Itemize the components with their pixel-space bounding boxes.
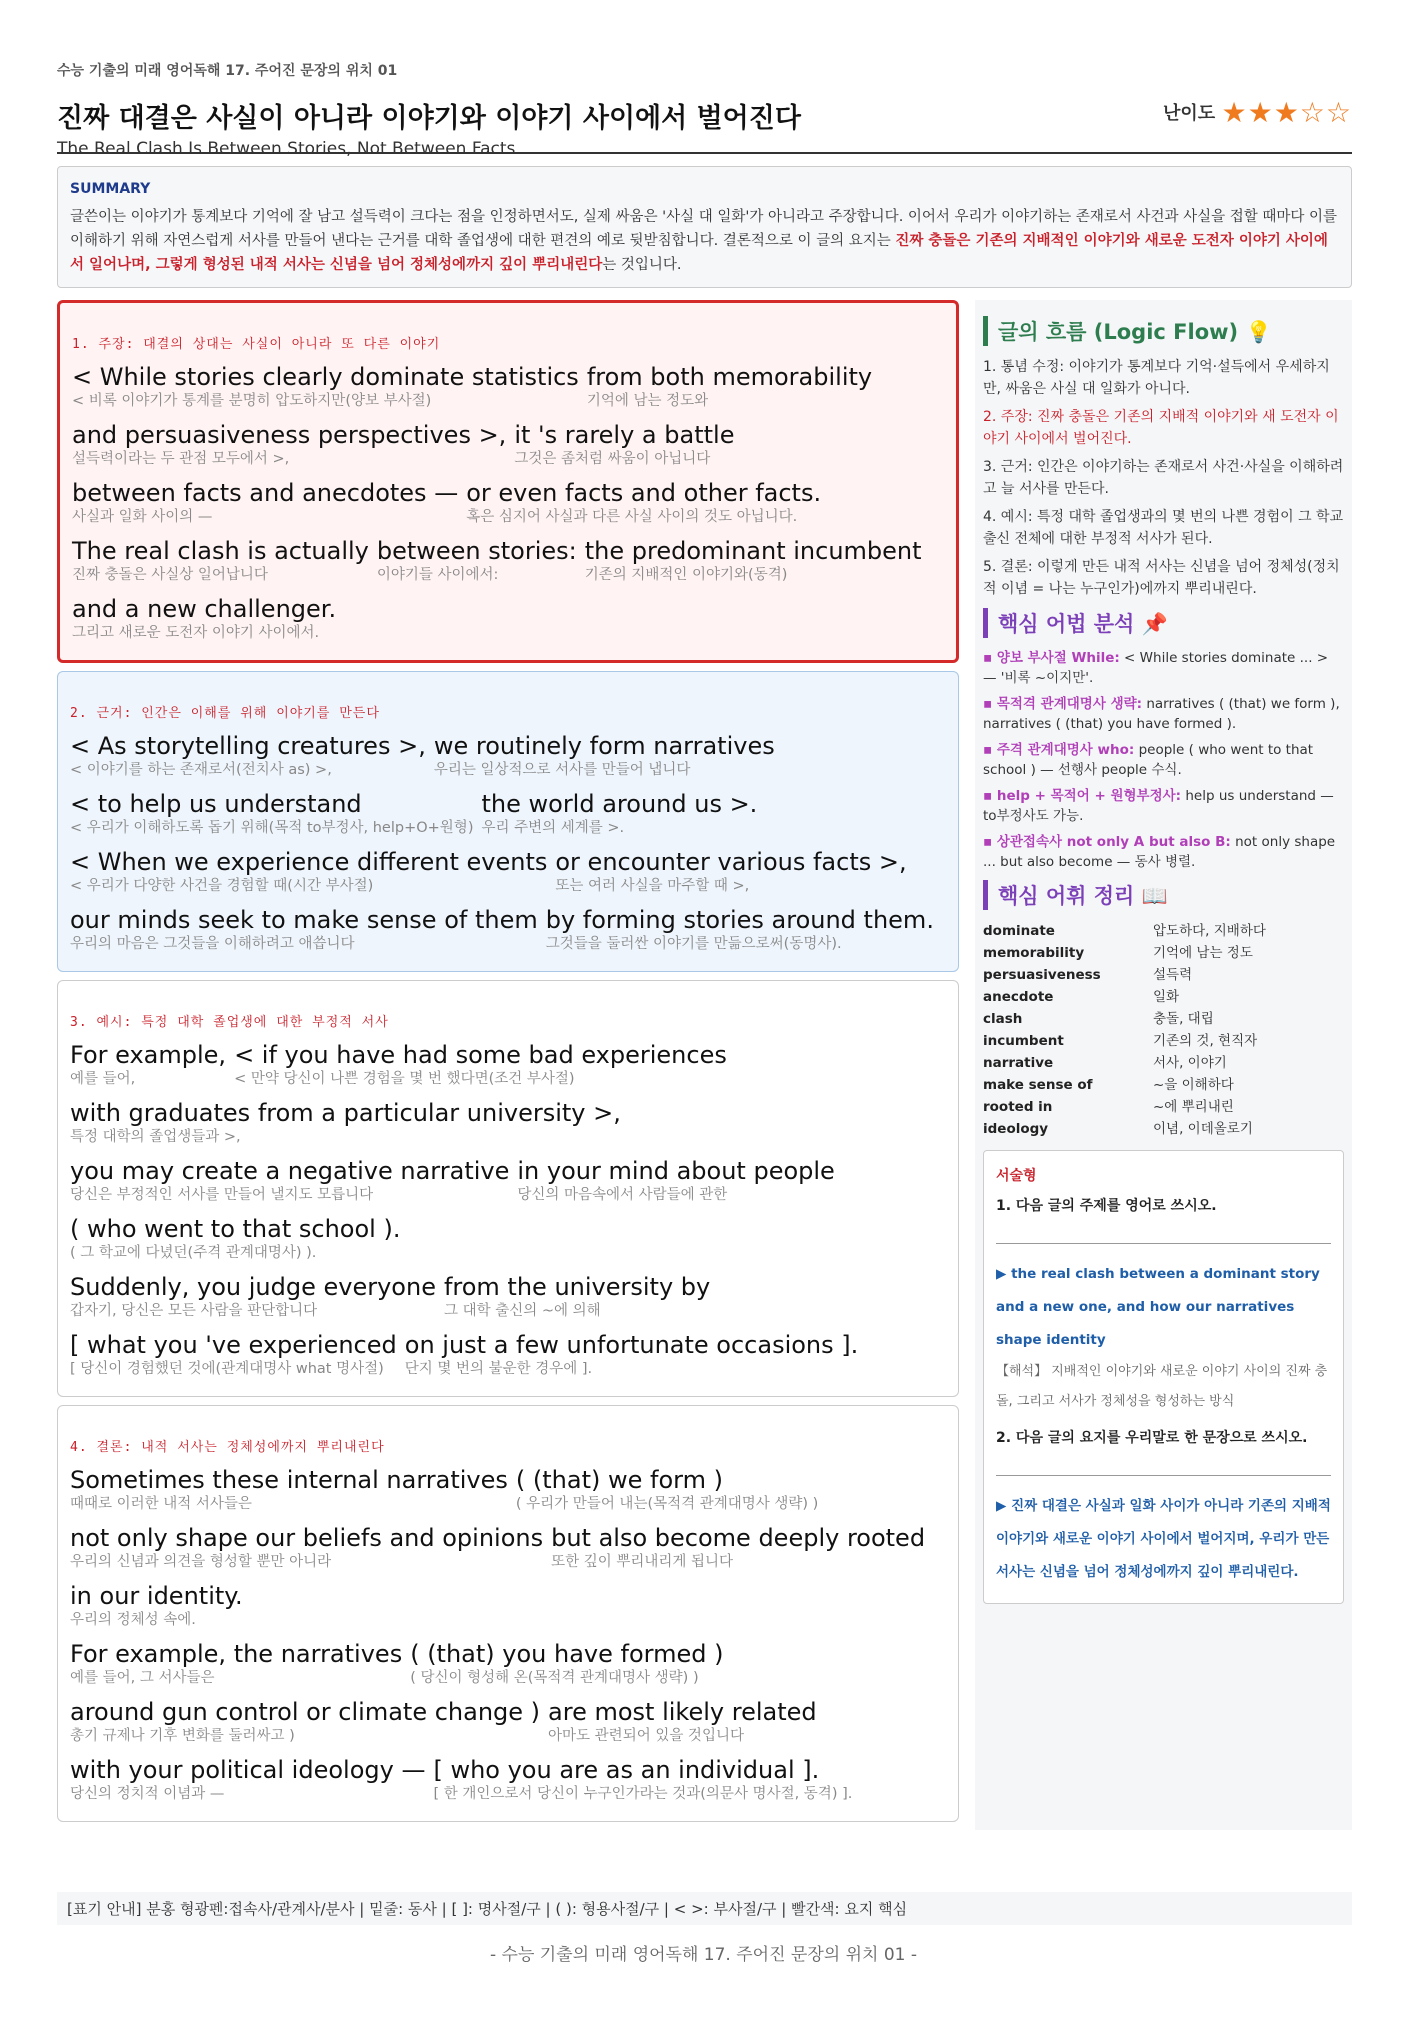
vocab-heading: 핵심 어휘 정리 📖 <box>983 880 1344 910</box>
chunk <box>70 847 547 895</box>
chunk <box>466 478 821 526</box>
vocab-meaning: 서사, 이야기 <box>1153 1055 1227 1071</box>
chunk-english: the predominant incumbent <box>584 537 922 565</box>
vocab-row <box>983 942 1344 964</box>
vocab-row <box>983 1096 1344 1118</box>
chunk <box>70 1755 425 1803</box>
vocab-meaning: ~을 이해하다 <box>1153 1077 1234 1093</box>
chunk-english: or encounter various facts >, <box>555 848 907 876</box>
summary-text <box>70 205 1339 277</box>
grammar-heading: 핵심 어법 분석 📌 <box>983 608 1344 638</box>
essay-heading: 서술형 <box>996 1168 1037 1184</box>
chunk <box>444 1272 710 1320</box>
chunk-english: ( (that) we form ) <box>515 1466 723 1494</box>
vocab-meaning: 설득력 <box>1153 967 1193 983</box>
chunk <box>555 847 906 895</box>
chunk-korean: 또는 여러 사실을 마주할 때 >, <box>555 878 750 894</box>
chunk <box>551 1523 925 1571</box>
chunk-korean: 우리의 정체성 속에. <box>70 1612 196 1628</box>
sidebar <box>975 300 1352 1830</box>
chunk-korean: 사실과 일화 사이의 — <box>72 509 213 525</box>
vocab-list <box>983 920 1344 1140</box>
logic-flow-item: 2. 주장: 진짜 충돌은 기존의 지배적 이야기와 새 도전자 이야기 사이에서 벌어진다. <box>983 409 1339 447</box>
passage-line <box>70 1272 946 1320</box>
chunk-english: The real clash is actually <box>72 537 369 565</box>
vocab-word: anecdote <box>983 989 1054 1005</box>
vocab-row <box>983 1118 1344 1140</box>
passage-line <box>70 1697 946 1745</box>
chunk-korean: 단지 몇 번의 불운한 경우에 ]. <box>404 1361 593 1377</box>
grammar-item-label: ▪ 주격 관계대명사 who: <box>983 742 1135 758</box>
grammar-item-label: ▪ help + 목적어 + 원형부정사: <box>983 788 1182 804</box>
chunk <box>517 1156 834 1204</box>
chunk-english: and persuasiveness perspectives >, <box>72 421 507 449</box>
vocab-word: make sense of <box>983 1077 1093 1093</box>
vocab-meaning: 기억에 남는 정도 <box>1153 945 1253 961</box>
chunk-english: or even facts and other facts. <box>466 479 822 507</box>
logic-flow-item: 4. 예시: 특정 대학 졸업생과의 몇 번의 나쁜 경험이 그 학교 출신 전체에 대한 부정적 서사가 된다. <box>983 509 1344 547</box>
chunk-english: are most likely related <box>548 1698 817 1726</box>
chunk-english: with graduates from a particular university >, <box>70 1099 621 1127</box>
chunk-korean: 예를 들어, 그 서사들은 <box>70 1670 215 1686</box>
chunk-korean: 기존의 지배적인 이야기와(동격) <box>584 567 788 583</box>
chunk <box>72 478 458 526</box>
chunk-korean: 아마도 관련되어 있을 것입니다 <box>548 1728 744 1744</box>
legend: [표기 안내] 분홍 형광펜:접속사/관계사/분사 | 밑줄: 동사 | [ ]: 명사절/구 | ( ): 형용사절/구 | < >: 부사절/구 | 빨간색: 요지 핵심 <box>57 1892 1352 1925</box>
chunk <box>377 536 577 584</box>
chunk <box>70 1697 540 1745</box>
chunk-korean: 설득력이라는 두 관점 모두에서 >, <box>72 451 290 467</box>
passage-line <box>70 1330 946 1378</box>
vocab-row <box>983 986 1344 1008</box>
chunk-korean: 그것은 좀처럼 싸움이 아닙니다 <box>514 451 711 467</box>
grammar-item-label: ▪ 양보 부사절 While: <box>983 650 1120 666</box>
chunk-korean: < 비록 이야기가 통계를 분명히 압도하지만(양보 부사절) <box>72 393 432 409</box>
vocab-meaning: 이념, 이데올로기 <box>1153 1121 1253 1137</box>
chunk-korean: 예를 들어, <box>70 1071 136 1087</box>
chunk-korean: 총기 규제나 기후 변화를 둘러싸고 ) <box>70 1728 295 1744</box>
summary-text-b: 는 것입니다. <box>602 257 682 273</box>
grammar-item-text: < While stories dominate ... > — '비록 ~이지만'. <box>983 650 1329 686</box>
chunk-english: but also become deeply rooted <box>551 1524 926 1552</box>
chunk-english: between facts and anecdotes — <box>72 479 459 507</box>
chunk <box>546 905 934 953</box>
difficulty-label: 난이도 <box>1163 103 1216 124</box>
grammar-item-text: not only shape ... but also become — 동사 병렬. <box>983 834 1336 870</box>
grammar-item <box>983 740 1344 780</box>
grammar-list <box>983 648 1344 872</box>
chunk-korean: 혹은 심지어 사실과 다른 사실 사이의 것도 아닙니다. <box>466 509 798 525</box>
chunk <box>433 1755 852 1803</box>
grammar-item-text: narratives ( (that) we form ), narratives ( (that) you have formed ). <box>983 696 1340 732</box>
page-subtitle: The Real Clash Is Between Stories, Not Between Facts <box>57 139 516 159</box>
chunk-korean: < 우리가 다양한 사건을 경험할 때(시간 부사절) <box>70 878 374 894</box>
vocab-word: memorability <box>983 945 1085 961</box>
grammar-item-text: help us understand — to부정사도 가능. <box>983 788 1334 824</box>
difficulty <box>1163 96 1352 129</box>
summary-text-a: 글쓴이는 이야기가 통계보다 기억에 잘 남고 설득력이 크다는 점을 인정하면서도, 실제 싸움은 '사실 대 일화'가 아니라고 주장합니다. 이어서 우리가 이야기하는 존재로서 사건과 사실을 접할 때마다 이를 이해하기 위해 자연스럽게 서사를 만들어 낸다는 근거를 대학 졸업생에 대한 편견의 예로 뒷받침합니다. 결론적으로 이 글의 요지는 <box>70 209 1337 249</box>
passage-line <box>70 789 946 837</box>
passage-line <box>70 905 946 953</box>
vocab-meaning: 일화 <box>1153 989 1180 1005</box>
chunk <box>72 594 336 642</box>
passage-line <box>70 731 946 779</box>
chunk-korean: 때때로 이러한 내적 서사들은 <box>70 1496 252 1512</box>
chunk-korean: 기억에 남는 정도와 <box>586 393 709 409</box>
grammar-item-label: ▪ 목적격 관계대명사 생략: <box>983 696 1143 712</box>
passage-line <box>70 1098 946 1146</box>
chunk-korean: 그 대학 출신의 ~에 의해 <box>443 1303 601 1319</box>
vocab-row <box>983 1030 1344 1052</box>
vocab-row <box>983 1052 1344 1074</box>
chunk-english: For example, the narratives <box>70 1640 403 1668</box>
chunk-english: with your political ideology — <box>70 1756 426 1784</box>
chunk <box>70 1156 509 1204</box>
chunk-korean: 당신은 부정적인 서사를 만들어 낼지도 모릅니다 <box>70 1187 374 1203</box>
chunk <box>70 1465 508 1513</box>
chunk <box>514 420 734 468</box>
grammar-item-label: ▪ 상관접속사 not only A but also B: <box>983 834 1231 850</box>
chunk <box>70 1639 402 1687</box>
chunk-english: we routinely form narratives <box>433 732 775 760</box>
chunk-english: < As storytelling creatures >, <box>70 732 426 760</box>
vocab-word: ideology <box>983 1121 1049 1137</box>
chunk <box>70 789 473 837</box>
vocab-word: clash <box>983 1011 1023 1027</box>
essay-answer-2: ▶ 진짜 대결은 사실과 일화 사이가 아니라 기존의 지배적 이야기와 새로운 이야기 사이에서 벌어지며, 우리가 만든 서사는 신념을 넘어 정체성에까지 깊이 뿌리내린다. <box>996 1475 1331 1589</box>
chunk-english: on just a few unfortunate occasions ]. <box>404 1331 859 1359</box>
chunk-english: and a new challenger. <box>72 595 337 623</box>
passage-line <box>72 594 944 642</box>
chunk-english: by forming stories around them. <box>545 906 934 934</box>
logic-flow-item: 5. 결론: 이렇게 만든 내적 서사는 신념을 넘어 정체성(정치적 이념 = 나는 누구인가)에까지 뿌리내린다. <box>983 559 1340 597</box>
section-heading: 1. 주장: 대결의 상대는 사실이 아니라 또 다른 이야기 <box>72 337 441 352</box>
chunk-english: [ who you are as an individual ]. <box>433 1756 820 1784</box>
chunk-english: < if you have had some bad experiences <box>234 1041 727 1069</box>
chunk-korean: 그것들을 둘러싼 이야기를 만듦으로써(동명사). <box>545 936 842 952</box>
vocab-meaning: ~에 뿌리내린 <box>1153 1099 1234 1115</box>
chunk-korean: 당신의 정치적 이념과 — <box>70 1786 225 1802</box>
chunk <box>434 731 775 779</box>
chunk-korean: 우리의 마음은 그것들을 이해하려고 애씁니다 <box>70 936 355 952</box>
chunk-english: not only shape our beliefs and opinions <box>70 1524 544 1552</box>
grammar-item <box>983 786 1344 826</box>
passage-line <box>72 536 944 584</box>
chunk <box>72 420 506 468</box>
passage-line <box>72 420 944 468</box>
essay-box <box>983 1150 1344 1604</box>
passage-line <box>70 1040 946 1088</box>
chunk-korean: 진짜 충돌은 사실상 일어납니다 <box>72 567 268 583</box>
chunk <box>70 1040 226 1088</box>
chunk-english: < While stories clearly dominate statistics <box>72 363 579 391</box>
chunk-english: < to help us understand <box>70 790 362 818</box>
main-area <box>57 300 1352 1820</box>
passage-column <box>57 300 959 1830</box>
passage-section <box>57 980 959 1397</box>
star-rating-icon: ★★★☆☆ <box>1221 96 1352 129</box>
vocab-meaning: 기존의 것, 현직자 <box>1153 1033 1258 1049</box>
chunk-korean: ( 그 학교에 다녔던(주격 관계대명사) ). <box>70 1245 317 1261</box>
vocab-word: dominate <box>983 923 1055 939</box>
passage-line <box>70 1755 946 1803</box>
chunk-english: from both memorability <box>586 363 873 391</box>
chunk-korean: 우리의 신념과 의견을 형성할 뿐만 아니라 <box>70 1554 332 1570</box>
chunk-korean: 당신의 마음속에서 사람들에 관한 <box>517 1187 728 1203</box>
vocab-word: rooted in <box>983 1099 1053 1115</box>
chunk-english: Suddenly, you judge everyone <box>70 1273 436 1301</box>
chunk <box>70 1272 436 1320</box>
chunk <box>516 1465 818 1513</box>
passage-line <box>70 1465 946 1513</box>
chunk <box>405 1330 859 1378</box>
essay-question-1: 1. 다음 글의 주제를 영어로 쓰시오. <box>996 1198 1217 1214</box>
chunk <box>410 1639 723 1687</box>
chunk-korean: < 우리가 이해하도록 돕기 위해(목적 to부정사, help+O+원형) <box>70 820 474 836</box>
chunk-korean: 갑자기, 당신은 모든 사람을 판단합니다 <box>70 1303 318 1319</box>
logic-flow-item: 1. 통념 수정: 이야기가 통계보다 기억·설득에서 우세하지만, 싸움은 사실 대 일화가 아니다. <box>983 359 1330 397</box>
chunk-english: around gun control or climate change ) <box>70 1698 541 1726</box>
chunk <box>70 1330 397 1378</box>
chunk-english: Sometimes these internal narratives <box>70 1466 508 1494</box>
chunk-english: < When we experience different events <box>70 848 548 876</box>
summary-box <box>57 166 1352 288</box>
passage-line <box>72 362 944 410</box>
title-row <box>57 96 1352 159</box>
essay-question-2: 2. 다음 글의 요지를 우리말로 한 문장으로 쓰시오. <box>996 1430 1308 1446</box>
chunk-korean: 우리 주변의 세계를 >. <box>481 820 625 836</box>
chunk-english: it 's rarely a battle <box>514 421 735 449</box>
vocab-word: incumbent <box>983 1033 1064 1049</box>
chunk-korean: 특정 대학의 졸업생들과 >, <box>70 1129 241 1145</box>
chunk-korean: 또한 깊이 뿌리내리게 됩니다 <box>551 1554 734 1570</box>
chunk-korean: ( 당신이 형성해 온(목적격 관계대명사 생략) ) <box>410 1670 699 1686</box>
chunk-english: between stories: <box>376 537 577 565</box>
vocab-row <box>983 920 1344 942</box>
passage-line <box>70 1581 946 1629</box>
passage-section <box>57 1405 959 1822</box>
chunk <box>234 1040 727 1088</box>
chunk <box>70 905 538 953</box>
page <box>57 60 1352 1820</box>
chunk-english: our minds seek to make sense of them <box>70 906 538 934</box>
vocab-meaning: 충돌, 대립 <box>1153 1011 1214 1027</box>
chunk <box>70 1214 400 1262</box>
section-heading: 2. 근거: 인간은 이해를 위해 이야기를 만든다 <box>70 706 380 721</box>
chunk-english: in our identity. <box>70 1582 243 1610</box>
chunk-english: ( (that) you have formed ) <box>410 1640 724 1668</box>
chunk-english: For example, <box>70 1041 227 1069</box>
section-heading: 3. 예시: 특정 대학 졸업생에 대한 부정적 서사 <box>70 1015 389 1030</box>
chunk-korean: 우리는 일상적으로 서사를 만들어 냅니다 <box>433 762 691 778</box>
vocab-word: persuasiveness <box>983 967 1101 983</box>
footer: - 수능 기출의 미래 영어독해 17. 주어진 문장의 위치 01 - <box>490 1945 917 1965</box>
chunk <box>70 731 426 779</box>
passage-section <box>57 671 959 972</box>
passage-line <box>70 1214 946 1262</box>
chunk <box>70 1523 543 1571</box>
chunk-english: the world around us >. <box>481 790 758 818</box>
grammar-item <box>983 648 1344 688</box>
vocab-row <box>983 964 1344 986</box>
passage-line <box>72 478 944 526</box>
passage-line <box>70 847 946 895</box>
chunk <box>587 362 872 410</box>
section-heading: 4. 결론: 내적 서사는 정체성에까지 뿌리내린다 <box>70 1440 385 1455</box>
chunk <box>72 362 579 410</box>
grammar-item <box>983 694 1344 734</box>
vocab-word: narrative <box>983 1055 1054 1071</box>
page-title: 진짜 대결은 사실이 아니라 이야기와 이야기 사이에서 벌어진다 <box>57 103 801 134</box>
chunk <box>70 1581 243 1629</box>
chunk <box>585 536 922 584</box>
chunk-korean: < 이야기를 하는 존재로서(전치사 as) >, <box>70 762 332 778</box>
chunk-korean: 그리고 새로운 도전자 이야기 사이에서. <box>72 625 320 641</box>
passage-line <box>70 1639 946 1687</box>
logic-flow-list <box>983 356 1344 600</box>
chunk-english: ( who went to that school ). <box>70 1215 401 1243</box>
vocab-meaning: 압도하다, 지배하다 <box>1153 923 1266 939</box>
passage-line <box>70 1156 946 1204</box>
chunk <box>548 1697 817 1745</box>
chunk-english: [ what you 've experienced <box>70 1331 397 1359</box>
chunk-korean: < 만약 당신이 나쁜 경험을 몇 번 했다면(조건 부사절) <box>234 1071 575 1087</box>
essay-answer-1: ▶ the real clash between a dominant story and a new one, and how our narratives shape identity <box>996 1243 1331 1357</box>
chunk <box>70 1098 621 1146</box>
grammar-item-text: people ( who went to that school ) — 선행사 people 수식. <box>983 742 1314 778</box>
summary-text-highlight: 진짜 충돌은 기존의 지배적인 이야기와 새로운 도전자 이야기 사이에서 일어나며, 그렇게 형성된 내적 서사는 신념을 넘어 정체성에까지 깊이 뿌리내린다 <box>70 233 1328 273</box>
summary-heading: SUMMARY <box>70 181 151 197</box>
chunk-korean: ( 우리가 만들어 내는(목적격 관계대명사 생략) ) <box>515 1496 819 1512</box>
logic-flow-heading: 글의 흐름 (Logic Flow) 💡 <box>983 316 1344 346</box>
chunk <box>72 536 369 584</box>
vocab-row <box>983 1008 1344 1030</box>
meta-label: 수능 기출의 미래 영어독해 17. 주어진 문장의 위치 01 <box>57 63 398 79</box>
chunk-korean: [ 한 개인으로서 당신이 누구인가라는 것과(의문사 명사절, 동격) ]. <box>433 1786 853 1802</box>
chunk-english: you may create a negative narrative <box>70 1157 510 1185</box>
grammar-item <box>983 832 1344 872</box>
essay-explanation-1: 【해석】 지배적인 이야기와 새로운 이야기 사이의 진짜 충돌, 그리고 서사가 정체성을 형성하는 방식 <box>996 1364 1328 1409</box>
vocab-row <box>983 1074 1344 1096</box>
logic-flow-item: 3. 근거: 인간은 이야기하는 존재로서 사건·사실을 이해하려고 늘 서사를 만든다. <box>983 459 1344 497</box>
chunk-english: in your mind about people <box>517 1157 835 1185</box>
passage-section <box>57 300 959 663</box>
chunk-korean: [ 당신이 경험했던 것에(관계대명사 what 명사절) <box>70 1361 384 1377</box>
chunk-english: from the university by <box>443 1273 711 1301</box>
passage-line <box>70 1523 946 1571</box>
chunk <box>481 789 757 837</box>
chunk-korean: 이야기들 사이에서: <box>376 567 499 583</box>
